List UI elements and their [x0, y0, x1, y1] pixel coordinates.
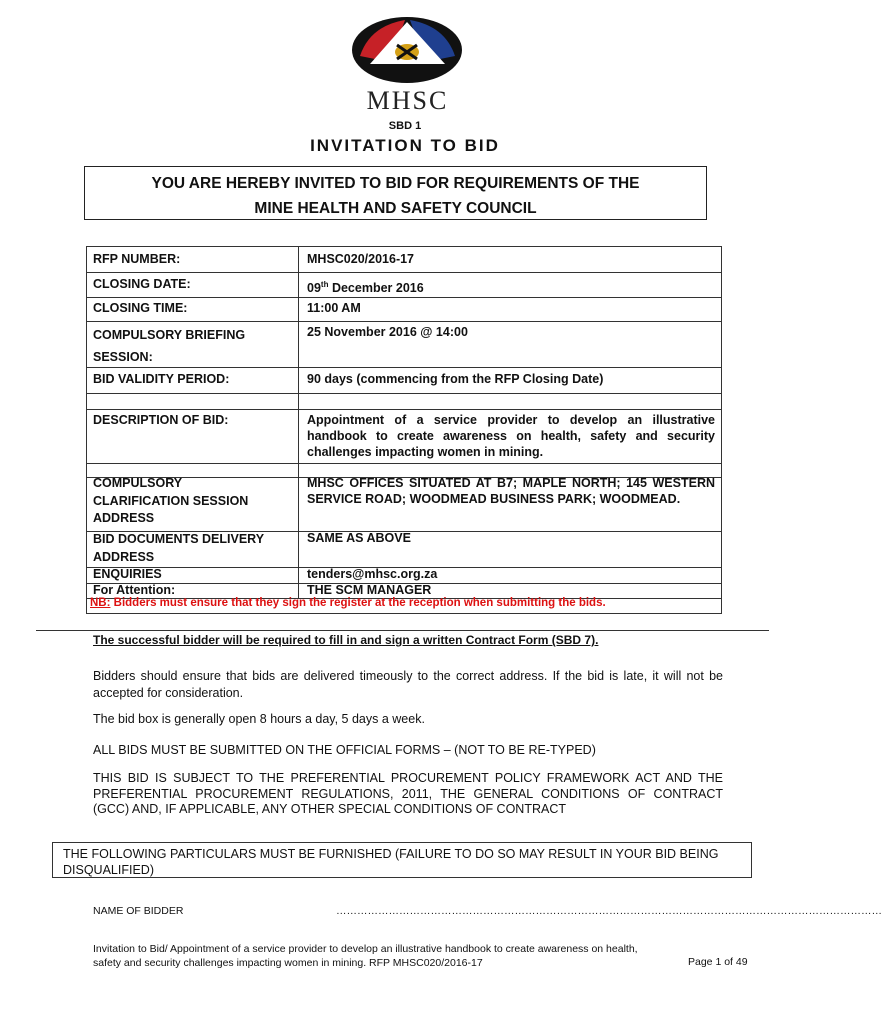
closing-time-label: CLOSING TIME:	[93, 301, 188, 315]
invitation-banner	[84, 166, 707, 220]
description-label: DESCRIPTION OF BID:	[93, 413, 229, 427]
row-separator	[87, 272, 721, 273]
delivery-address-value: SAME AS ABOVE	[307, 531, 411, 545]
closing-date-day: 09	[307, 281, 321, 296]
delivery-address-label	[93, 530, 289, 566]
closing-date-suffix: th	[320, 280, 329, 289]
invitation-line-2: MINE HEALTH AND SAFETY COUNCIL	[254, 200, 537, 217]
preferential-procurement-notice: THIS BID IS SUBJECT TO THE PREFERENTIAL PROCUREMENT POLICY FRAMEWORK ACT AND THE PREFERENTIAL PROCUREMENT REGULATIONS, 2011, THE GENERAL CONDITIONS OF CONTRACT (GCC) AND, IF APPLICABLE, ANY OTHER SPECIAL CONDITIONS OF CONTRACT	[93, 771, 723, 816]
briefing-session-label	[93, 324, 289, 368]
contract-form-note: The successful bidder will be required to fill in and sign a written Contract Form (SBD 7).	[93, 633, 599, 647]
bidder-name-field[interactable]: …………………………………………………………………………………………………………………………………………	[336, 905, 882, 917]
bid-details-table	[86, 246, 722, 614]
closing-date-value	[307, 276, 715, 297]
page-footer	[93, 942, 755, 970]
nb-prefix: NB:	[90, 597, 111, 609]
table-divider	[298, 247, 299, 598]
validity-period-label: BID VALIDITY PERIOD:	[93, 372, 230, 386]
official-forms-notice: ALL BIDS MUST BE SUBMITTED ON THE OFFICIAL FORMS – (NOT TO BE RE-TYPED)	[93, 743, 596, 757]
enquiries-label: ENQUIRIES	[93, 567, 162, 581]
nb-notice	[90, 597, 720, 609]
particulars-banner: THE FOLLOWING PARTICULARS MUST BE FURNISHED (FAILURE TO DO SO MAY RESULT IN YOUR BID BEING DISQUALIFIED)	[52, 842, 752, 878]
bidder-name-label: NAME OF BIDDER	[93, 905, 184, 917]
row-separator	[87, 393, 721, 394]
attention-label: For Attention:	[93, 583, 176, 597]
enquiries-email: tenders@mhsc.org.za	[307, 567, 438, 581]
sbd-code: SBD 1	[388, 120, 422, 132]
description-value: Appointment of a service provider to develop an illustrative handbook to create awareness on health, safety and security challenges impacting women in mining.	[307, 413, 715, 459]
delivery-label-line-2: ADDRESS	[93, 550, 155, 564]
closing-time-value: 11:00 AM	[307, 301, 361, 315]
closing-date-label: CLOSING DATE:	[93, 277, 191, 291]
footer-line-1: Invitation to Bid/ Appointment of a service provider to develop an illustrative handbook to create awareness on health,	[93, 943, 638, 955]
briefing-label-line-1: COMPULSORY BRIEFING	[93, 328, 246, 342]
footer-line-2: safety and security challenges impacting women in mining. RFP MHSC020/2016-17	[93, 957, 483, 969]
page-title: INVITATION TO BID	[310, 136, 500, 155]
briefing-label-line-2: SESSION:	[93, 350, 153, 364]
late-bid-paragraph: Bidders should ensure that bids are delivered timeously to the correct address. If the bid is late, it will not be accepted for consideration.	[93, 669, 723, 700]
row-separator	[87, 409, 721, 410]
attention-value: THE SCM MANAGER	[307, 583, 432, 597]
rfp-number-value: MHSC020/2016-17	[307, 252, 415, 266]
clarification-label-line-2: CLARIFICATION SESSION	[93, 493, 249, 508]
clarification-label-line-1: COMPULSORY	[93, 476, 183, 490]
nb-text: Bidders must ensure that they sign the register at the reception when submitting the bids.	[110, 597, 606, 609]
row-separator	[87, 463, 721, 464]
rfp-number-label: RFP NUMBER:	[93, 252, 181, 266]
invitation-line-1: YOU ARE HEREBY INVITED TO BID FOR REQUIREMENTS OF THE	[151, 175, 640, 192]
bid-box-hours: The bid box is generally open 8 hours a day, 5 days a week.	[93, 712, 425, 726]
clarification-label-line-3: ADDRESS	[93, 511, 155, 525]
mhsc-logo	[350, 12, 465, 84]
briefing-session-value: 25 November 2016 @ 14:00	[307, 325, 468, 339]
delivery-label-line-1: BID DOCUMENTS DELIVERY	[93, 532, 265, 546]
mhsc-logo-emblem	[350, 12, 465, 84]
clarification-session-label	[93, 475, 289, 528]
clarification-session-value: MHSC OFFICES SITUATED AT B7; MAPLE NORTH; 145 WESTERN SERVICE ROAD; WOODMEAD BUSINESS PARK; WOODMEAD.	[307, 476, 715, 506]
page-number: Page 1 of 49	[688, 956, 748, 968]
validity-period-value: 90 days (commencing from the RFP Closing Date)	[307, 372, 604, 386]
logo-text: MHSC	[366, 86, 449, 115]
section-divider	[36, 630, 769, 631]
closing-date-rest: December 2016	[328, 281, 424, 296]
row-separator	[87, 321, 721, 322]
